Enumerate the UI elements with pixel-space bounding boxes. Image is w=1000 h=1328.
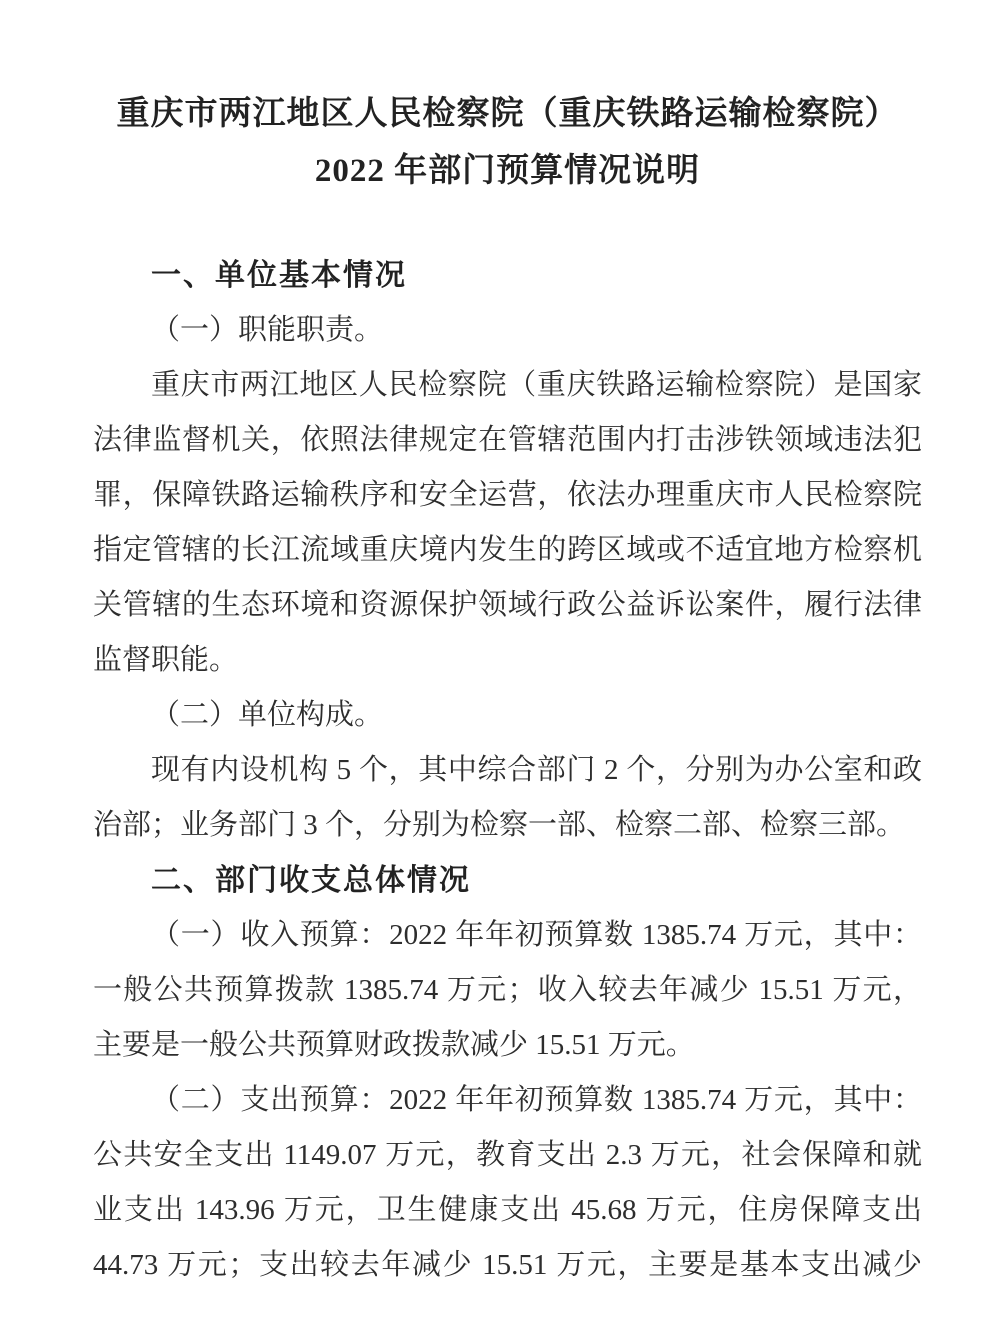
paragraph-line: 业支出 143.96 万元，卫生健康支出 45.68 万元，住房保障支出 — [93, 1194, 922, 1226]
paragraph-line: 关管辖的生态环境和资源保护领域行政公益诉讼案件，履行法律 — [93, 589, 922, 621]
subsection-heading-1-1: （一）职能职责。 — [151, 314, 384, 346]
section-heading-2: 二、部门收支总体情况 — [151, 864, 471, 897]
subsection-heading-1-2: （二）单位构成。 — [151, 699, 384, 731]
paragraph-line: 指定管辖的长江流域重庆境内发生的跨区域或不适宜地方检察机 — [93, 534, 922, 566]
document-body — [93, 248, 922, 1293]
title-line-1: 重庆市两江地区人民检察院（重庆铁路运输检察院） — [116, 96, 899, 132]
paragraph-line: 监督职能。 — [93, 644, 239, 676]
paragraph-line: （一）收入预算：2022 年年初预算数 1385.74 万元，其中： — [151, 919, 922, 951]
paragraph-line: 法律监督机关，依照法律规定在管辖范围内打击涉铁领域违法犯 — [93, 424, 922, 456]
paragraph-line: 重庆市两江地区人民检察院（重庆铁路运输检察院）是国家 — [151, 369, 922, 401]
paragraph-line: 主要是一般公共预算财政拨款减少 15.51 万元。 — [93, 1029, 695, 1061]
section-heading-1: 一、单位基本情况 — [151, 259, 407, 292]
paragraph-line: 治部；业务部门 3 个，分别为检察一部、检察二部、检察三部。 — [93, 809, 906, 841]
paragraph-line: 现有内设机构 5 个，其中综合部门 2 个，分别为办公室和政 — [151, 754, 922, 786]
paragraph-line: 罪，保障铁路运输秩序和安全运营，依法办理重庆市人民检察院 — [93, 479, 922, 511]
paragraph-line: 44.73 万元；支出较去年减少 15.51 万元，主要是基本支出减少 — [93, 1249, 922, 1281]
title-line-2: 2022 年部门预算情况说明 — [314, 153, 701, 189]
paragraph-line: 一般公共预算拨款 1385.74 万元；收入较去年减少 15.51 万元， — [93, 974, 922, 1006]
document-title — [93, 86, 922, 200]
paragraph-line: （二）支出预算：2022 年年初预算数 1385.74 万元，其中： — [151, 1084, 922, 1116]
paragraph-line: 公共安全支出 1149.07 万元，教育支出 2.3 万元，社会保障和就 — [93, 1139, 922, 1171]
